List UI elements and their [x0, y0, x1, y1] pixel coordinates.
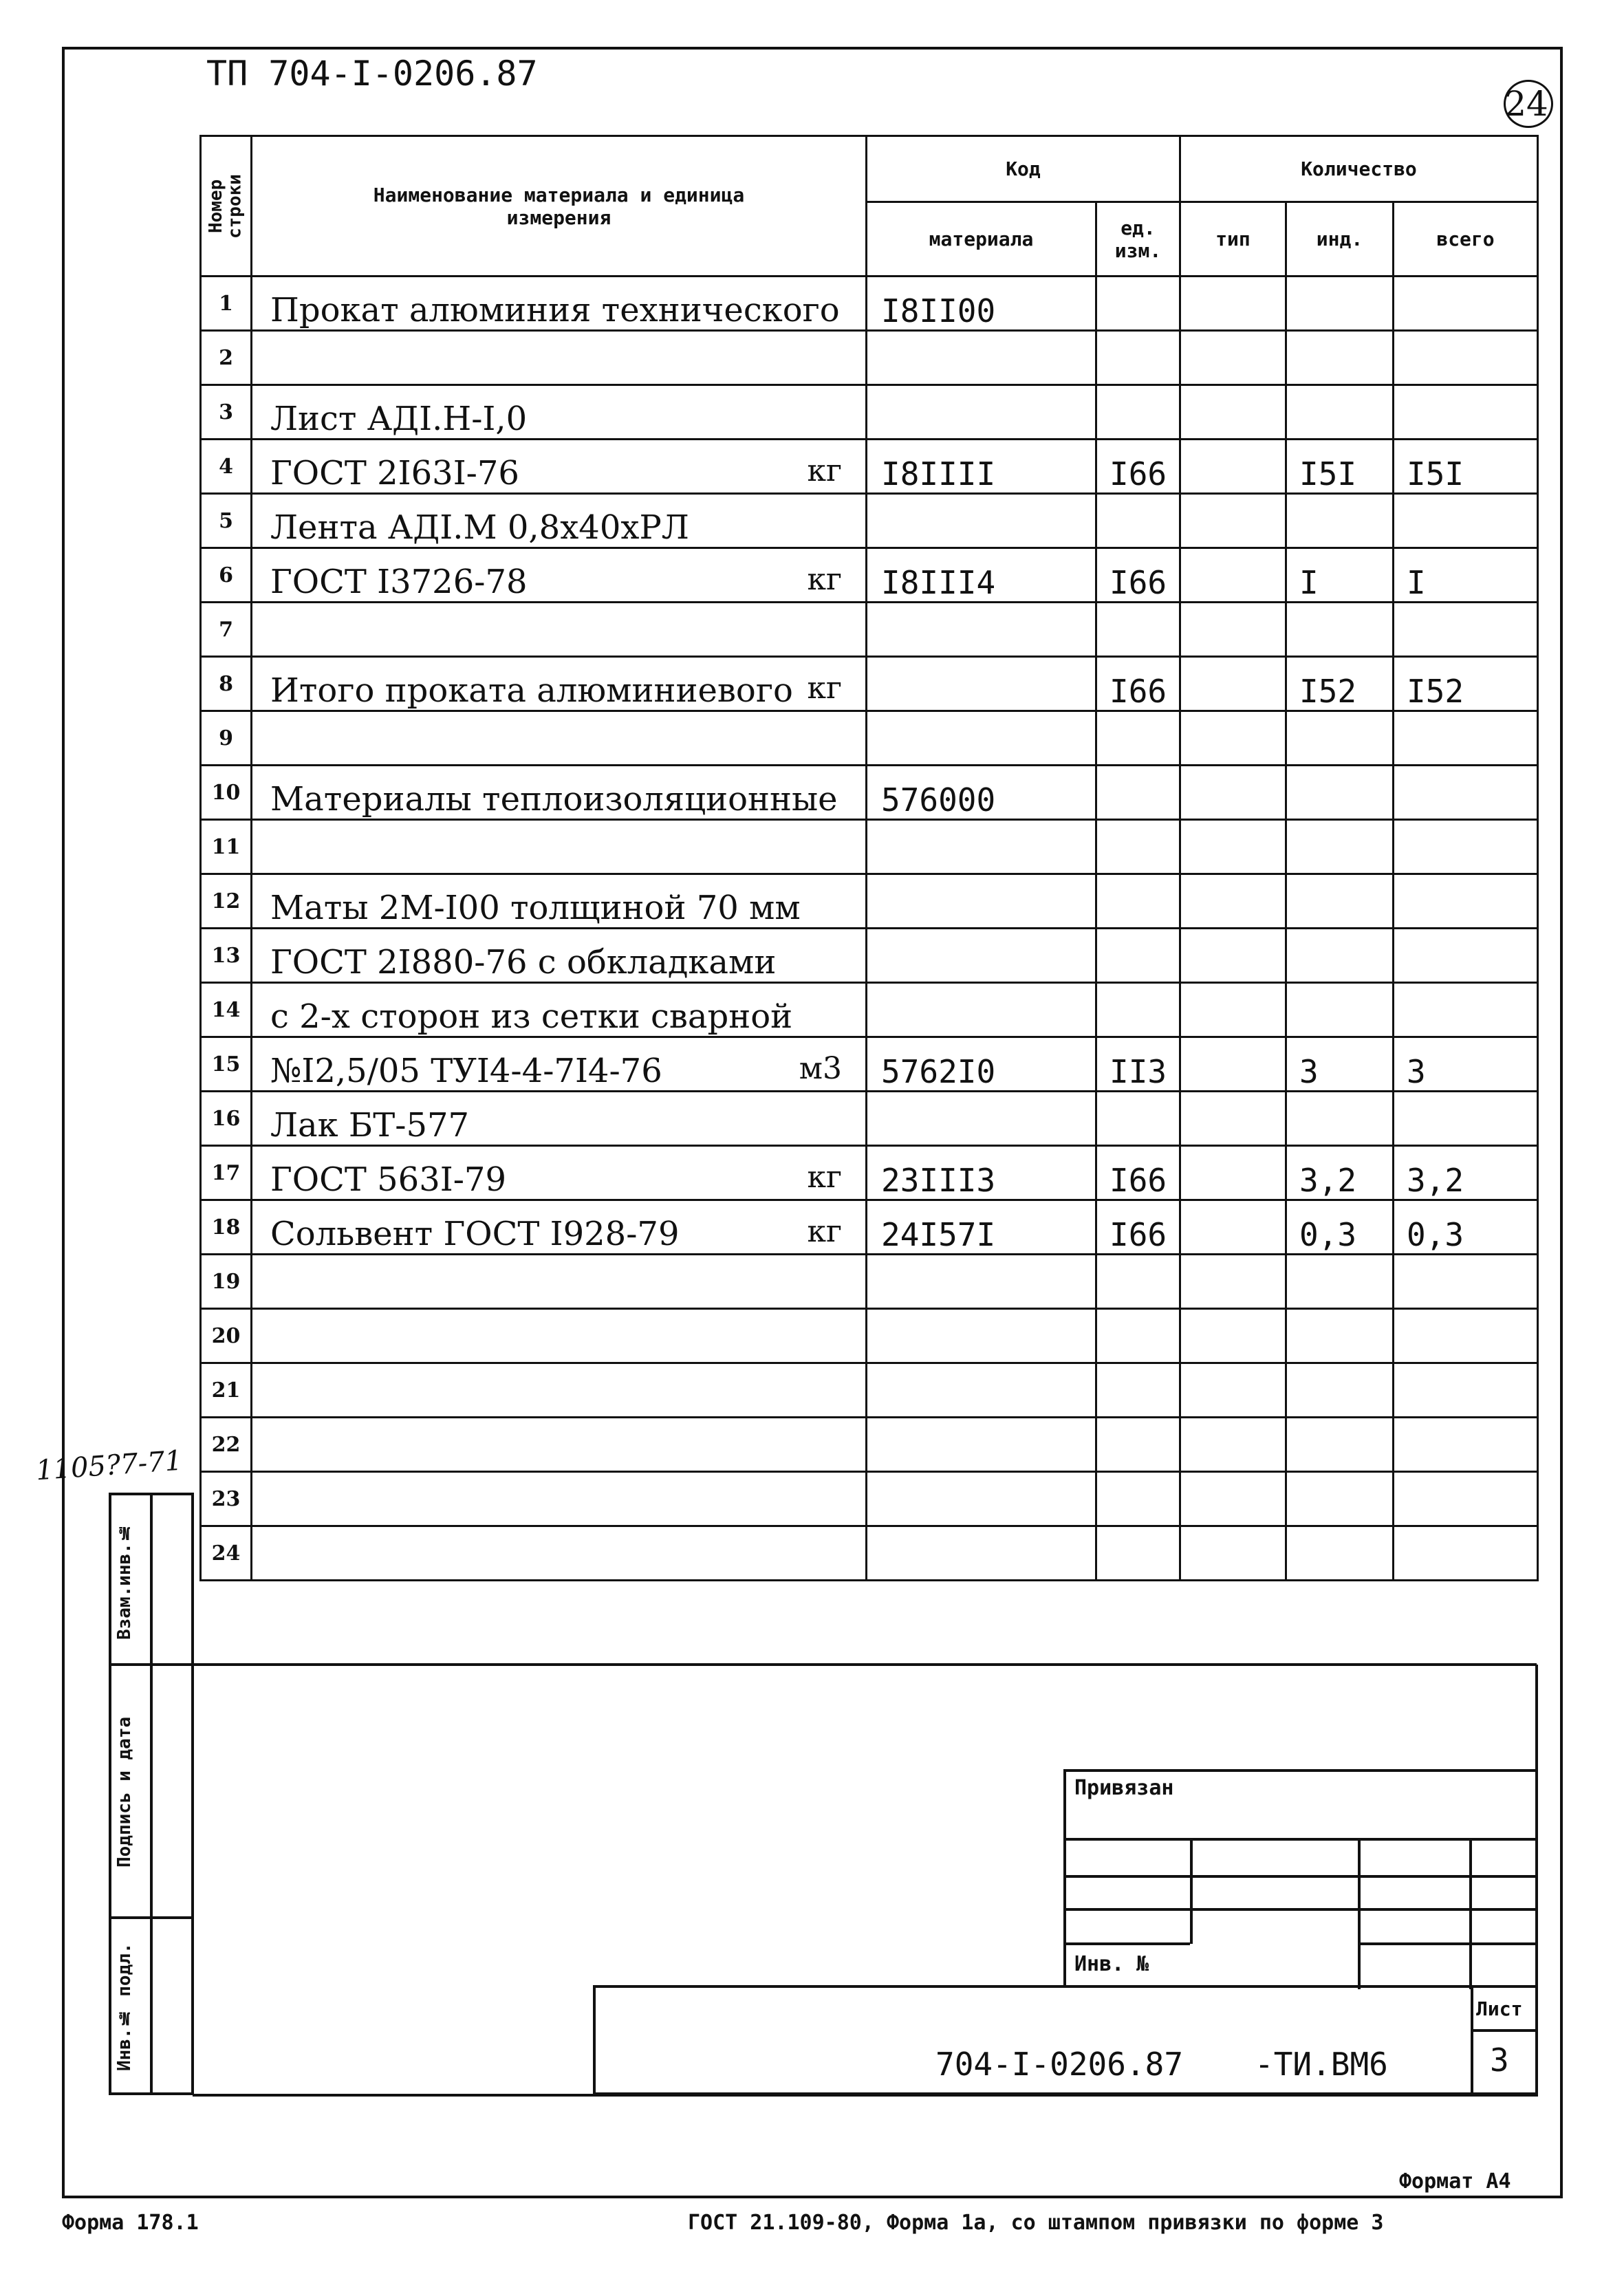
qty-total-cell: I52 — [1394, 657, 1538, 711]
material-name-text: Сольвент ГОСТ I928-79 — [270, 1215, 680, 1253]
table-row — [201, 1526, 1538, 1581]
material-code-cell — [867, 1526, 1096, 1581]
title-doc-suffix: -ТИ.ВМ6 — [1255, 2046, 1388, 2083]
header-code: Код — [867, 136, 1180, 202]
material-name-text: Прокат алюминия технического — [270, 291, 840, 329]
form-number: Форма 178.1 — [62, 2211, 199, 2235]
material-name-text: Лак БТ-577 — [270, 1106, 470, 1145]
qty-type-cell — [1180, 983, 1286, 1037]
qty-total-cell — [1394, 1309, 1538, 1363]
table-row — [201, 929, 1538, 983]
qty-type-cell — [1180, 1526, 1286, 1581]
qty-ind-cell: I52 — [1286, 657, 1394, 711]
material-code-cell: 24I57I — [867, 1200, 1096, 1255]
header-row-number: Номер строки — [201, 136, 252, 277]
unit-code-cell — [1096, 1255, 1180, 1309]
qty-ind-cell: I — [1286, 548, 1394, 603]
sheet-row-divider — [1471, 2029, 1535, 2032]
qty-total-cell — [1394, 766, 1538, 820]
side-strip-line-2 — [111, 1916, 191, 1919]
qty-ind-cell — [1286, 1418, 1394, 1472]
unit-code-cell — [1096, 603, 1180, 657]
row-number-cell: 6 — [201, 548, 252, 603]
header-qty-total: всего — [1394, 202, 1538, 277]
material-name-cell — [252, 1526, 867, 1581]
material-code-cell: I8II00 — [867, 277, 1096, 331]
qty-total-cell — [1394, 1418, 1538, 1472]
material-code-cell — [867, 331, 1096, 385]
qty-ind-cell — [1286, 385, 1394, 440]
header-qty-type: тип — [1180, 202, 1286, 277]
side-label-signature-date: Подпись и дата — [114, 1716, 135, 1867]
qty-type-cell — [1180, 385, 1286, 440]
material-name-cell — [252, 874, 867, 929]
qty-ind-cell — [1286, 1255, 1394, 1309]
table-row — [201, 1472, 1538, 1526]
qty-type-cell — [1180, 1472, 1286, 1526]
material-name-text: ГОСТ 2I880-76 с обкладками — [270, 943, 777, 982]
row-number-cell: 4 — [201, 440, 252, 494]
unit-text: м3 — [799, 1051, 842, 1086]
attachment-stamp — [1063, 1769, 1538, 1988]
unit-code-cell: I66 — [1096, 657, 1180, 711]
qty-type-cell — [1180, 1309, 1286, 1363]
qty-type-cell — [1180, 820, 1286, 874]
material-name-cell — [252, 1146, 867, 1200]
unit-code-cell — [1096, 385, 1180, 440]
material-code-cell — [867, 1255, 1096, 1309]
table-row — [201, 874, 1538, 929]
header-name: Наименование материала и единица измерения — [252, 136, 867, 277]
table-row — [201, 1092, 1538, 1146]
qty-type-cell — [1180, 1418, 1286, 1472]
table-row — [201, 603, 1538, 657]
material-name-cell — [252, 385, 867, 440]
qty-ind-cell — [1286, 277, 1394, 331]
unit-code-cell — [1096, 711, 1180, 766]
unit-code-cell: I66 — [1096, 440, 1180, 494]
attached-label: Привязан — [1074, 1776, 1174, 1800]
form-standard: ГОСТ 21.109-80, Форма 1а, со штампом привязки по форме 3 — [688, 2211, 1384, 2235]
material-name-text: ГОСТ 2I63I-76 — [270, 454, 519, 492]
qty-type-cell — [1180, 1363, 1286, 1418]
row-number-cell: 9 — [201, 711, 252, 766]
unit-code-cell — [1096, 929, 1180, 983]
material-name-cell — [252, 820, 867, 874]
qty-total-cell: I — [1394, 548, 1538, 603]
qty-total-cell — [1394, 494, 1538, 548]
qty-total-cell — [1394, 331, 1538, 385]
material-name-cell — [252, 1309, 867, 1363]
table-row — [201, 440, 1538, 494]
side-strip — [109, 1493, 194, 2095]
qty-total-cell — [1394, 1363, 1538, 1418]
sheet-number: 3 — [1490, 2042, 1509, 2079]
row-number-cell: 22 — [201, 1418, 252, 1472]
row-number-cell: 20 — [201, 1309, 252, 1363]
row-number-cell: 7 — [201, 603, 252, 657]
handwritten-inventory-note: 1105?7-71 — [34, 1444, 184, 1487]
qty-type-cell — [1180, 603, 1286, 657]
material-name-text: Маты 2М-I00 толщиной 70 мм — [270, 889, 801, 927]
table-row — [201, 385, 1538, 440]
table-row — [201, 1418, 1538, 1472]
material-name-text: Материалы теплоизоляционные — [270, 780, 838, 819]
unit-code-cell — [1096, 1092, 1180, 1146]
row-number-cell: 15 — [201, 1037, 252, 1092]
table-row — [201, 983, 1538, 1037]
material-name-cell — [252, 603, 867, 657]
attachment-line-1 — [1066, 1838, 1535, 1841]
side-strip-divider — [150, 1495, 153, 2092]
table-row — [201, 1363, 1538, 1418]
unit-text: кг — [807, 453, 842, 488]
material-code-cell: I8IIII — [867, 440, 1096, 494]
material-code-cell: 576000 — [867, 766, 1096, 820]
material-code-cell — [867, 1309, 1096, 1363]
qty-ind-cell: 0,3 — [1286, 1200, 1394, 1255]
qty-ind-cell — [1286, 494, 1394, 548]
unit-code-cell — [1096, 766, 1180, 820]
row-number-cell: 11 — [201, 820, 252, 874]
row-number-cell: 24 — [201, 1526, 252, 1581]
qty-ind-cell — [1286, 1309, 1394, 1363]
attachment-col-2 — [1358, 1838, 1361, 1989]
row-number-cell: 14 — [201, 983, 252, 1037]
qty-ind-cell — [1286, 1363, 1394, 1418]
side-label-replace-inv: Взам.инв.№ — [114, 1522, 135, 1640]
qty-ind-cell: 3,2 — [1286, 1146, 1394, 1200]
material-name-cell — [252, 1418, 867, 1472]
attachment-line-2 — [1066, 1875, 1535, 1878]
qty-type-cell — [1180, 1037, 1286, 1092]
qty-type-cell — [1180, 548, 1286, 603]
qty-type-cell — [1180, 1200, 1286, 1255]
qty-type-cell — [1180, 440, 1286, 494]
material-name-text: ГОСТ 563I-79 — [270, 1160, 507, 1199]
table-row — [201, 1146, 1538, 1200]
table-row — [201, 548, 1538, 603]
qty-ind-cell — [1286, 929, 1394, 983]
table-row — [201, 494, 1538, 548]
table-row — [201, 657, 1538, 711]
row-number-cell: 18 — [201, 1200, 252, 1255]
unit-text: кг — [807, 562, 842, 597]
material-code-cell — [867, 820, 1096, 874]
material-name-text: Лента АДI.М 0,8х40хРЛ — [270, 508, 689, 547]
material-name-cell — [252, 657, 867, 711]
qty-type-cell — [1180, 874, 1286, 929]
qty-total-cell — [1394, 874, 1538, 929]
qty-total-cell: 0,3 — [1394, 1200, 1538, 1255]
qty-total-cell — [1394, 1472, 1538, 1526]
row-number-cell: 12 — [201, 874, 252, 929]
material-code-cell — [867, 385, 1096, 440]
unit-code-cell — [1096, 874, 1180, 929]
material-name-cell — [252, 983, 867, 1037]
qty-total-cell — [1394, 603, 1538, 657]
material-code-cell: 5762I0 — [867, 1037, 1096, 1092]
row-number-cell: 8 — [201, 657, 252, 711]
row-number-cell: 3 — [201, 385, 252, 440]
unit-code-cell — [1096, 983, 1180, 1037]
unit-code-cell: II3 — [1096, 1037, 1180, 1092]
unit-code-cell: I66 — [1096, 1146, 1180, 1200]
table-row — [201, 1200, 1538, 1255]
qty-ind-cell — [1286, 1526, 1394, 1581]
unit-code-cell — [1096, 331, 1180, 385]
format-label: Формат А4 — [1399, 2169, 1511, 2194]
qty-total-cell — [1394, 983, 1538, 1037]
material-name-cell — [252, 929, 867, 983]
qty-type-cell — [1180, 331, 1286, 385]
material-name-cell — [252, 1255, 867, 1309]
table-row — [201, 1037, 1538, 1092]
material-code-cell — [867, 983, 1096, 1037]
material-code-cell — [867, 657, 1096, 711]
material-name-text: ГОСТ I3726-78 — [270, 563, 528, 601]
table-row — [201, 766, 1538, 820]
material-code-cell — [867, 874, 1096, 929]
unit-code-cell — [1096, 1418, 1180, 1472]
qty-total-cell — [1394, 711, 1538, 766]
inv-no-label: Инв. № — [1074, 1952, 1149, 1976]
stamp-top-line — [193, 1663, 1537, 1666]
unit-code-cell — [1096, 1309, 1180, 1363]
material-name-text: Лист АДI.Н-I,0 — [270, 400, 528, 438]
row-number-cell: 13 — [201, 929, 252, 983]
material-name-cell — [252, 1037, 867, 1092]
material-name-cell — [252, 548, 867, 603]
row-number-cell: 5 — [201, 494, 252, 548]
header-qty-ind: инд. — [1286, 202, 1394, 277]
unit-code-cell: I66 — [1096, 1200, 1180, 1255]
material-name-cell — [252, 1472, 867, 1526]
unit-code-cell — [1096, 820, 1180, 874]
qty-total-cell: 3,2 — [1394, 1146, 1538, 1200]
unit-text: кг — [807, 1160, 842, 1195]
side-strip-line-1 — [111, 1663, 191, 1666]
qty-type-cell — [1180, 657, 1286, 711]
attachment-col-3 — [1469, 1838, 1472, 1989]
material-name-text: №I2,5/05 ТУI4-4-7I4-76 — [270, 1052, 662, 1090]
unit-text: кг — [807, 671, 842, 706]
qty-ind-cell — [1286, 1092, 1394, 1146]
row-number-cell: 10 — [201, 766, 252, 820]
material-code-cell — [867, 1418, 1096, 1472]
material-code-cell — [867, 929, 1096, 983]
qty-ind-cell — [1286, 603, 1394, 657]
material-code-cell: 23III3 — [867, 1146, 1096, 1200]
document-code-top: ТП 704-I-0206.87 — [206, 54, 538, 94]
material-code-cell — [867, 711, 1096, 766]
table-row — [201, 820, 1538, 874]
qty-ind-cell — [1286, 1472, 1394, 1526]
material-name-cell — [252, 440, 867, 494]
qty-total-cell — [1394, 277, 1538, 331]
qty-total-cell — [1394, 385, 1538, 440]
title-doc-code: 704-I-0206.87 — [935, 2046, 1184, 2083]
row-number-cell: 1 — [201, 277, 252, 331]
qty-total-cell — [1394, 1092, 1538, 1146]
material-name-cell — [252, 711, 867, 766]
qty-ind-cell — [1286, 331, 1394, 385]
qty-ind-cell — [1286, 820, 1394, 874]
table-row — [201, 277, 1538, 331]
material-code-cell — [867, 1472, 1096, 1526]
sheet-label: Лист — [1476, 1997, 1523, 2020]
table-row — [201, 1255, 1538, 1309]
qty-total-cell: I5I — [1394, 440, 1538, 494]
materials-table — [199, 135, 1539, 1581]
row-number-cell: 23 — [201, 1472, 252, 1526]
material-name-cell — [252, 1200, 867, 1255]
material-name-cell — [252, 494, 867, 548]
header-code-unit: ед. изм. — [1096, 202, 1180, 277]
attachment-line-5 — [1358, 1942, 1535, 1945]
header-code-material: материала — [867, 202, 1096, 277]
title-block — [593, 1985, 1538, 2095]
material-code-cell: I8III4 — [867, 548, 1096, 603]
qty-ind-cell — [1286, 766, 1394, 820]
qty-type-cell — [1180, 277, 1286, 331]
qty-total-cell — [1394, 1526, 1538, 1581]
material-code-cell — [867, 1092, 1096, 1146]
material-name-cell — [252, 331, 867, 385]
row-number-cell: 19 — [201, 1255, 252, 1309]
attachment-col-1 — [1190, 1838, 1193, 1944]
material-code-cell — [867, 494, 1096, 548]
qty-ind-cell — [1286, 874, 1394, 929]
material-name-text: с 2-х сторон из сетки сварной — [270, 997, 793, 1036]
qty-ind-cell — [1286, 711, 1394, 766]
unit-code-cell — [1096, 494, 1180, 548]
unit-code-cell: I66 — [1096, 548, 1180, 603]
unit-code-cell — [1096, 1472, 1180, 1526]
sheet-col-divider — [1471, 1988, 1473, 2095]
material-name-cell — [252, 766, 867, 820]
table-row — [201, 331, 1538, 385]
row-number-cell: 17 — [201, 1146, 252, 1200]
header-quantity: Количество — [1180, 136, 1538, 202]
qty-ind-cell: 3 — [1286, 1037, 1394, 1092]
qty-total-cell — [1394, 929, 1538, 983]
material-name-cell — [252, 1363, 867, 1418]
attachment-line-3 — [1066, 1908, 1535, 1911]
row-number-cell: 21 — [201, 1363, 252, 1418]
qty-type-cell — [1180, 929, 1286, 983]
qty-type-cell — [1180, 1146, 1286, 1200]
qty-total-cell — [1394, 820, 1538, 874]
unit-code-cell — [1096, 1526, 1180, 1581]
attachment-line-4 — [1066, 1942, 1190, 1945]
qty-ind-cell — [1286, 983, 1394, 1037]
qty-type-cell — [1180, 766, 1286, 820]
material-code-cell — [867, 1363, 1096, 1418]
qty-total-cell: 3 — [1394, 1037, 1538, 1092]
row-number-cell: 2 — [201, 331, 252, 385]
qty-type-cell — [1180, 1255, 1286, 1309]
unit-text: кг — [807, 1214, 842, 1249]
unit-code-cell — [1096, 277, 1180, 331]
material-name-cell — [252, 277, 867, 331]
material-name-cell — [252, 1092, 867, 1146]
qty-type-cell — [1180, 494, 1286, 548]
material-name-text: Итого проката алюминиевого — [270, 671, 793, 710]
table-row — [201, 711, 1538, 766]
page-number: 24 — [1504, 84, 1548, 124]
row-number-cell: 16 — [201, 1092, 252, 1146]
material-code-cell — [867, 603, 1096, 657]
qty-ind-cell: I5I — [1286, 440, 1394, 494]
qty-type-cell — [1180, 1092, 1286, 1146]
qty-total-cell — [1394, 1255, 1538, 1309]
qty-type-cell — [1180, 711, 1286, 766]
side-label-original-inv: Инв.№ подл. — [114, 1942, 135, 2072]
unit-code-cell — [1096, 1363, 1180, 1418]
table-row — [201, 1309, 1538, 1363]
